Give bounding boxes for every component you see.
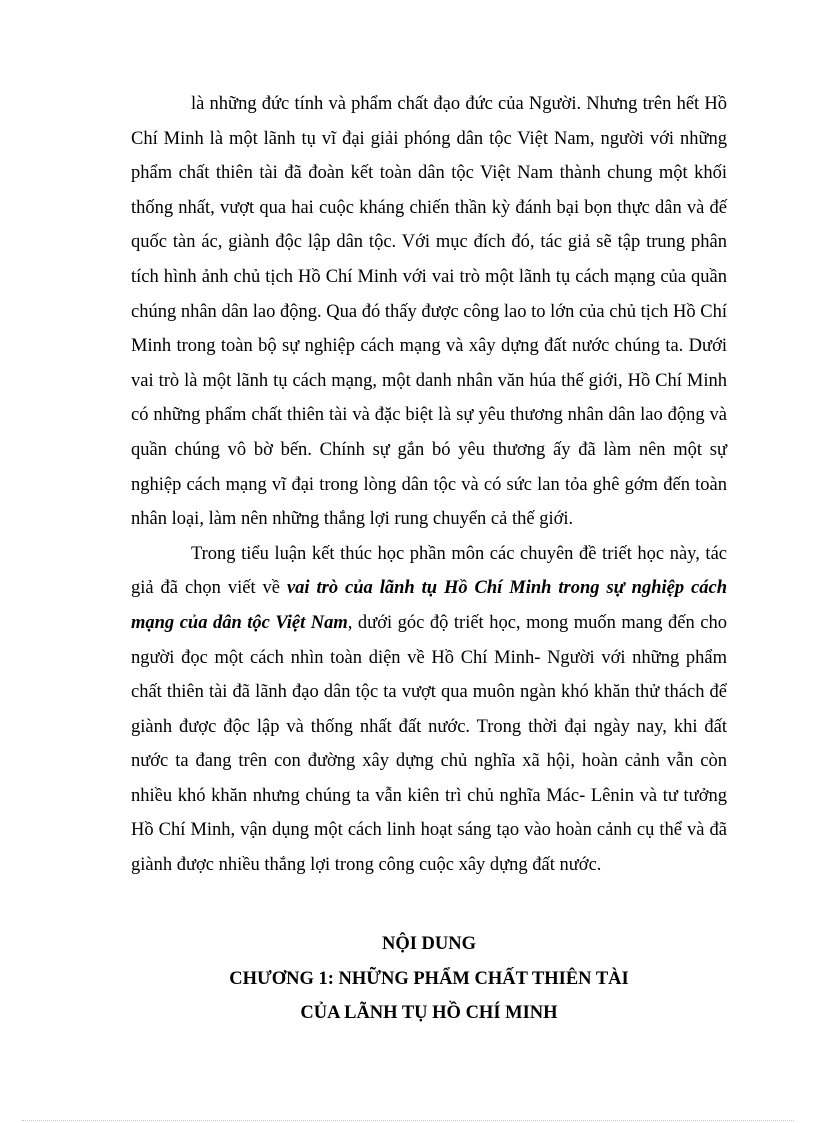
page-bottom-rule [22, 1120, 794, 1121]
chapter-heading-line-1: CHƯƠNG 1: NHỮNG PHẨM CHẤT THIÊN TÀI [229, 969, 629, 989]
section-heading-content: NỘI DUNG [381, 934, 477, 954]
paragraph-1-text: là những đức tính và phẩm chất đạo đức của Người. Nhưng trên hết Hồ Chí Minh là một lãnh tụ vĩ đại giải phóng dân tộc Việt Nam, người với những phẩm chất thiên tài đã đoàn kết toàn dân tộc Việt Nam thành chung một khối thống nhất, vượt qua hai cuộc kháng chiến thần kỳ đánh bại bọn thực dân và đế quốc tàn ác, giành độc lập dân tộc. Với mục đích đó, tác giả sẽ tập trung phân tích hình ảnh chủ tịch Hồ Chí Minh với vai trò một lãnh tụ cách mạng của quần chúng nhân dân lao động. Qua đó thấy được công lao to lớn của chủ tịch Hồ Chí Minh trong toàn bộ sự nghiệp cách mạng và xây dựng đất nước chúng ta. Dưới vai trò là một lãnh tụ cách mạng, một danh nhân văn húa thế giới, Hồ Chí Minh có những phẩm chất thiên tài và đặc biệt là sự yêu thương nhân dân lao động và quần chúng vô bờ bến. Chính sự gắn bó yêu thương ấy đã làm nên một sự nghiệp cách mạng vĩ đại trong lòng dân tộc và có sức lan tỏa ghê gớm đến toàn nhân loại, làm nên những thắng lợi rung chuyển cả thế giới. [131, 94, 727, 530]
paragraph-essay-purpose [131, 537, 727, 883]
body-text [131, 87, 727, 883]
chapter-heading-line-2: CỦA LÃNH TỤ HỒ CHÍ MINH [300, 1003, 558, 1023]
paragraph-2-rest: , dưới góc độ triết học, mong muốn mang đến cho người đọc một cách nhìn toàn diện về Hồ Chí Minh- Người với những phẩm chất thiên tài đã lãnh đạo dân tộc ta vượt qua muôn ngàn khó khăn thử thách để giành được độc lập và thống nhất đất nước. Trong thời đại ngày nay, khi đất nước ta đang trên con đường xây dựng chủ nghĩa xã hội, hoàn cảnh vẫn còn nhiều khó khăn nhưng chúng ta vẫn kiên trì chủ nghĩa Mác- Lênin và tư tưởng Hồ Chí Minh, vận dụng một cách linh hoạt sáng tạo vào hoàn cảnh cụ thể và đã giành được nhiều thắng lợi trong công cuộc xây dựng đất nước. [131, 612, 727, 876]
paragraph-intro-continuation [131, 87, 727, 537]
paragraph-2-lead: Trong tiểu luận kết thúc học phần môn các chuyên đề triết học này, tác giả đã chọn viết về [131, 543, 727, 599]
paragraph-2-emphasis: vai trò của lãnh tụ Hồ Chí Minh trong sự nghiệp cách mạng của dân tộc Việt Nam [131, 578, 727, 633]
